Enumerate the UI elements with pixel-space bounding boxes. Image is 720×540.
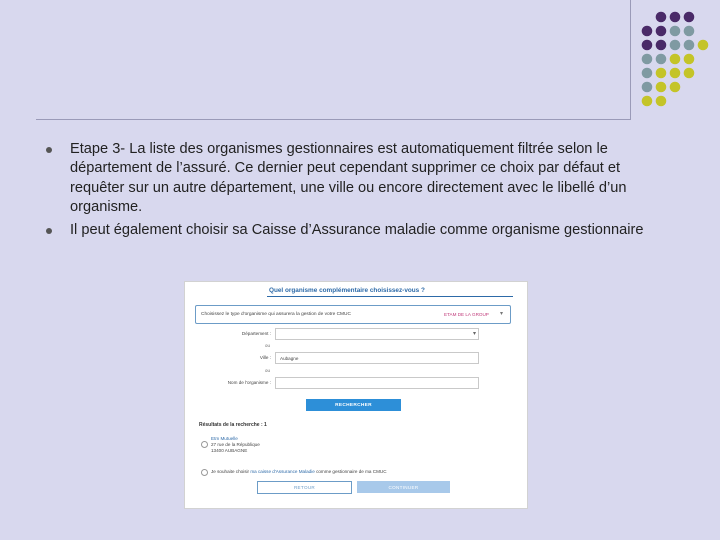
decor-dot (656, 82, 667, 93)
result-radio[interactable] (201, 441, 208, 448)
title-underline (267, 296, 513, 297)
departement-label: Département : (241, 331, 271, 336)
bullet-icon (46, 228, 52, 234)
decor-dot (642, 96, 653, 107)
decor-dot (684, 12, 695, 23)
decor-dot (684, 54, 695, 65)
decor-dot (656, 26, 667, 37)
result-address-line: 13400 AUBAGNE (211, 448, 248, 453)
ville-input[interactable] (275, 352, 479, 364)
bullet-text: Etape 3- La liste des organismes gestionnaires est automatiquement filtrée selon le département de l’assuré. Ce dernier peut cependant supprimer ce choix par défaut et requêter sur un autre département, une ville ou encore directement avec le libellé d’un organisme. (70, 141, 627, 216)
or-text: ou (265, 343, 270, 348)
own-caisse-option (211, 469, 387, 474)
select-current-value: ETAM DE LA GROUP (444, 312, 489, 317)
chevron-down-icon: ▾ (500, 311, 504, 317)
bullet-item (36, 140, 676, 218)
caisse-link[interactable]: ma caisse d'Assurance Maladie (250, 469, 315, 474)
decor-dot (684, 26, 695, 37)
organism-type-select[interactable] (195, 305, 511, 324)
departement-select[interactable] (275, 328, 479, 340)
result-name: Etm Mutuelle (211, 436, 238, 441)
nom-organisme-input[interactable] (275, 377, 479, 389)
ville-label: Ville : (259, 355, 271, 360)
decor-dot (670, 68, 681, 79)
select-text: Choisissez le type d'organisme qui assurera la gestion de votre CMUC (201, 312, 351, 317)
decor-dot (656, 96, 667, 107)
or-text: ou (265, 368, 270, 373)
back-button[interactable]: RETOUR (257, 481, 352, 494)
decor-dot (656, 40, 667, 51)
bullet-list (36, 140, 676, 240)
decor-dot (642, 82, 653, 93)
decor-dot (656, 68, 667, 79)
bullet-icon (46, 147, 52, 153)
form-screenshot (184, 281, 528, 509)
decor-dot (670, 82, 681, 93)
own-caisse-radio[interactable] (201, 469, 208, 476)
option-text: comme gestionnaire de ma CMUC (316, 469, 387, 474)
decor-dot (684, 68, 695, 79)
decor-dot-grid (0, 0, 720, 110)
decor-dot (670, 54, 681, 65)
result-address-line: 27 rue de la République (211, 442, 260, 447)
decor-dot (642, 68, 653, 79)
option-text: Je souhaite choisir (211, 469, 250, 474)
decor-dot (642, 54, 653, 65)
decor-dot (656, 54, 667, 65)
decor-dot (642, 40, 653, 51)
search-button[interactable]: RECHERCHER (306, 399, 401, 411)
decor-horizontal-rule (36, 119, 631, 120)
decor-dot (656, 12, 667, 23)
nom-organisme-label: Nom de l'organisme : (227, 380, 271, 385)
decor-dot (684, 40, 695, 51)
result-organism (211, 436, 260, 454)
decor-dot (670, 12, 681, 23)
bullet-text: Il peut également choisir sa Caisse d’Assurance maladie comme organisme gestionnaire (70, 221, 644, 238)
decor-dot (642, 26, 653, 37)
decor-dot (670, 26, 681, 37)
ville-value: Aubagne (280, 355, 299, 361)
bullet-item (36, 221, 676, 240)
chevron-down-icon: ▾ (472, 331, 476, 337)
decor-dot (670, 40, 681, 51)
continue-button[interactable]: CONTINUER (357, 481, 450, 493)
decor-dot (698, 40, 709, 51)
results-count: Résultats de la recherche : 1 (199, 422, 267, 428)
form-title: Quel organisme complémentaire choisissez-vous ? (269, 287, 425, 294)
